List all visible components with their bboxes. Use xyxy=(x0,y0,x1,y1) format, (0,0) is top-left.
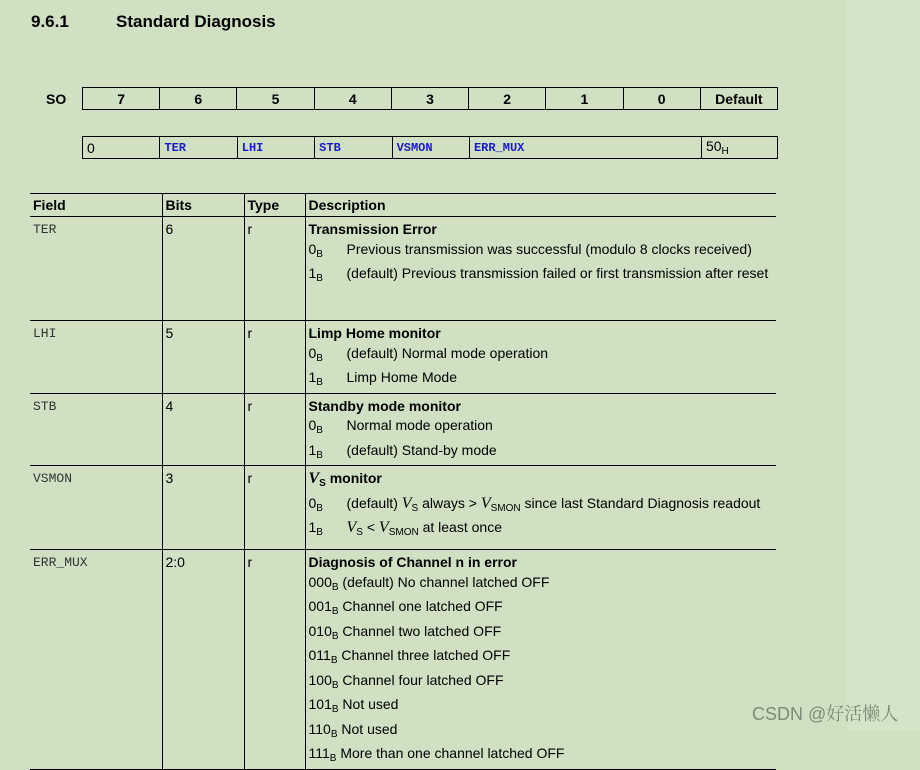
symbol-v: V xyxy=(308,470,320,487)
value-radix: B xyxy=(331,581,339,593)
register-bit-header xyxy=(82,87,778,110)
symbol-sub: SMON xyxy=(388,527,419,538)
field-type: r xyxy=(244,393,305,466)
value-code: 0 xyxy=(308,344,317,361)
field-bits: 2:0 xyxy=(162,550,244,770)
text-part: always > xyxy=(418,494,481,511)
bit-5: 5 xyxy=(237,88,314,110)
value-text: Channel four latched OFF xyxy=(342,671,504,688)
value-text: Not used xyxy=(341,720,398,737)
value-text: Channel three latched OFF xyxy=(341,647,511,663)
table-row xyxy=(30,466,776,550)
value-code: 001 xyxy=(308,598,332,614)
value-item xyxy=(309,416,773,441)
value-radix: B xyxy=(331,630,339,642)
value-radix: B xyxy=(331,606,339,617)
field-name: STB xyxy=(30,393,162,466)
symbol-sub: S xyxy=(319,478,326,489)
value-code: 1 xyxy=(308,265,317,281)
field-ter: TER xyxy=(160,137,237,159)
default-number: 50 xyxy=(705,138,722,154)
symbol-sub: SMON xyxy=(490,502,521,514)
value-code: 101 xyxy=(308,696,332,712)
field-bits: 5 xyxy=(162,321,244,394)
value-radix: B xyxy=(316,502,323,514)
register-label: SO xyxy=(46,91,67,107)
field-name: LHI xyxy=(30,321,162,394)
value-text: Previous transmission was successful (modulo 8 clocks received) xyxy=(346,240,752,257)
value-text xyxy=(347,518,502,543)
table-row xyxy=(30,550,776,770)
description-title: Diagnosis of Channel n in error xyxy=(308,554,517,570)
value-item xyxy=(309,518,773,543)
field-type: r xyxy=(244,217,305,321)
field-type: r xyxy=(244,321,305,394)
value-text: (default) Stand-by mode xyxy=(346,441,497,458)
value-code: 100 xyxy=(308,671,332,688)
bit-1: 1 xyxy=(546,88,623,110)
value-text: Normal mode operation xyxy=(346,417,493,433)
value-code: 0 xyxy=(308,240,317,257)
section-title: Standard Diagnosis xyxy=(116,12,276,31)
bit-3: 3 xyxy=(391,88,468,110)
symbol-v: V xyxy=(480,494,491,512)
value-text xyxy=(347,494,761,519)
value-item xyxy=(309,344,773,369)
default-header: Default xyxy=(700,88,777,110)
value-item xyxy=(309,622,773,647)
value-item xyxy=(309,695,773,720)
value-text: (default) Normal mode operation xyxy=(346,344,549,361)
value-item xyxy=(309,240,773,265)
field-description xyxy=(305,393,776,466)
value-text: Limp Home Mode xyxy=(346,369,457,385)
bit-7: 7 xyxy=(83,88,160,110)
field-bits: 4 xyxy=(162,393,244,466)
section-number: 9.6.1 xyxy=(31,12,69,31)
field-table xyxy=(30,193,776,770)
field-bits: 3 xyxy=(162,466,244,550)
field-name: VSMON xyxy=(30,466,162,550)
watermark: CSDN @好活懒人 xyxy=(752,704,899,724)
symbol-v: V xyxy=(378,519,389,536)
value-code: 010 xyxy=(308,622,332,639)
value-radix: B xyxy=(329,753,337,764)
field-name: TER xyxy=(30,217,162,321)
value-code: 111 xyxy=(308,745,330,761)
table-row xyxy=(30,217,776,321)
value-item xyxy=(309,646,773,671)
value-text: (default) No channel latched OFF xyxy=(342,573,550,590)
value-code: 1 xyxy=(308,369,317,385)
page-margin xyxy=(847,0,920,730)
value-item xyxy=(309,744,773,769)
value-code: 1 xyxy=(308,519,317,535)
header-type: Type xyxy=(244,194,305,217)
value-radix: B xyxy=(331,704,339,715)
value-radix: B xyxy=(316,449,323,461)
field-description xyxy=(305,217,776,321)
value-text: More than one channel latched OFF xyxy=(340,745,565,761)
value-radix: B xyxy=(330,655,338,666)
symbol-v: V xyxy=(346,519,357,536)
text-part: since last Standard Diagnosis readout xyxy=(520,494,761,511)
bit-2: 2 xyxy=(469,88,546,110)
value-item xyxy=(309,368,773,393)
default-value xyxy=(701,137,777,159)
value-item xyxy=(309,720,773,745)
value-item xyxy=(309,441,773,466)
text-part: at least once xyxy=(418,519,502,535)
value-code: 011 xyxy=(308,647,331,663)
bit-4: 4 xyxy=(314,88,391,110)
value-item xyxy=(309,597,773,622)
field-vsmon: VSMON xyxy=(392,137,469,159)
description-title: Limp Home monitor xyxy=(308,325,441,341)
value-radix: B xyxy=(316,248,323,260)
description-title: Transmission Error xyxy=(308,221,437,237)
value-item xyxy=(309,264,773,289)
value-radix: B xyxy=(316,377,323,388)
title-text: monitor xyxy=(325,470,382,486)
field-description xyxy=(305,466,776,550)
value-code: 000 xyxy=(308,573,332,590)
value-text: (default) Previous transmission failed or first transmission after reset xyxy=(346,265,769,281)
value-text: Channel one latched OFF xyxy=(342,598,503,614)
value-item xyxy=(309,573,773,598)
value-code: 0 xyxy=(308,494,317,511)
field-lhi: LHI xyxy=(237,137,314,159)
field-type: r xyxy=(244,550,305,770)
symbol-sub: S xyxy=(356,527,363,538)
value-radix: B xyxy=(316,352,323,364)
value-text: Channel two latched OFF xyxy=(342,622,502,639)
symbol-sub: S xyxy=(411,502,419,514)
field-reserved: 0 xyxy=(83,137,160,159)
default-radix: H xyxy=(721,146,729,157)
value-radix: B xyxy=(316,273,323,284)
table-row xyxy=(30,321,776,394)
value-code: 1 xyxy=(308,441,317,458)
description-title xyxy=(309,469,773,494)
table-row xyxy=(30,393,776,466)
value-item xyxy=(309,494,773,519)
value-item xyxy=(309,671,773,696)
text-part: < xyxy=(362,519,379,535)
description-title: Standby mode monitor xyxy=(308,397,461,414)
value-radix: B xyxy=(316,527,323,538)
field-description xyxy=(305,550,776,770)
bit-6: 6 xyxy=(160,88,237,110)
value-code: 0 xyxy=(308,417,317,433)
field-description xyxy=(305,321,776,394)
field-err-mux: ERR_MUX xyxy=(469,137,701,159)
value-text: Not used xyxy=(342,696,399,712)
header-bits: Bits xyxy=(162,194,244,217)
field-type: r xyxy=(244,466,305,550)
header-field: Field xyxy=(30,194,162,217)
value-radix: B xyxy=(331,679,339,691)
table-header xyxy=(30,194,776,217)
header-description: Description xyxy=(305,194,776,217)
field-name: ERR_MUX xyxy=(30,550,162,770)
value-code: 110 xyxy=(308,720,331,737)
text-part: (default) xyxy=(346,494,402,511)
symbol-v: V xyxy=(401,494,412,512)
value-radix: B xyxy=(330,728,338,740)
value-radix: B xyxy=(316,425,323,436)
field-bits: 6 xyxy=(162,217,244,321)
field-stb: STB xyxy=(315,137,392,159)
register-fields xyxy=(82,136,778,159)
bit-0: 0 xyxy=(623,88,700,110)
